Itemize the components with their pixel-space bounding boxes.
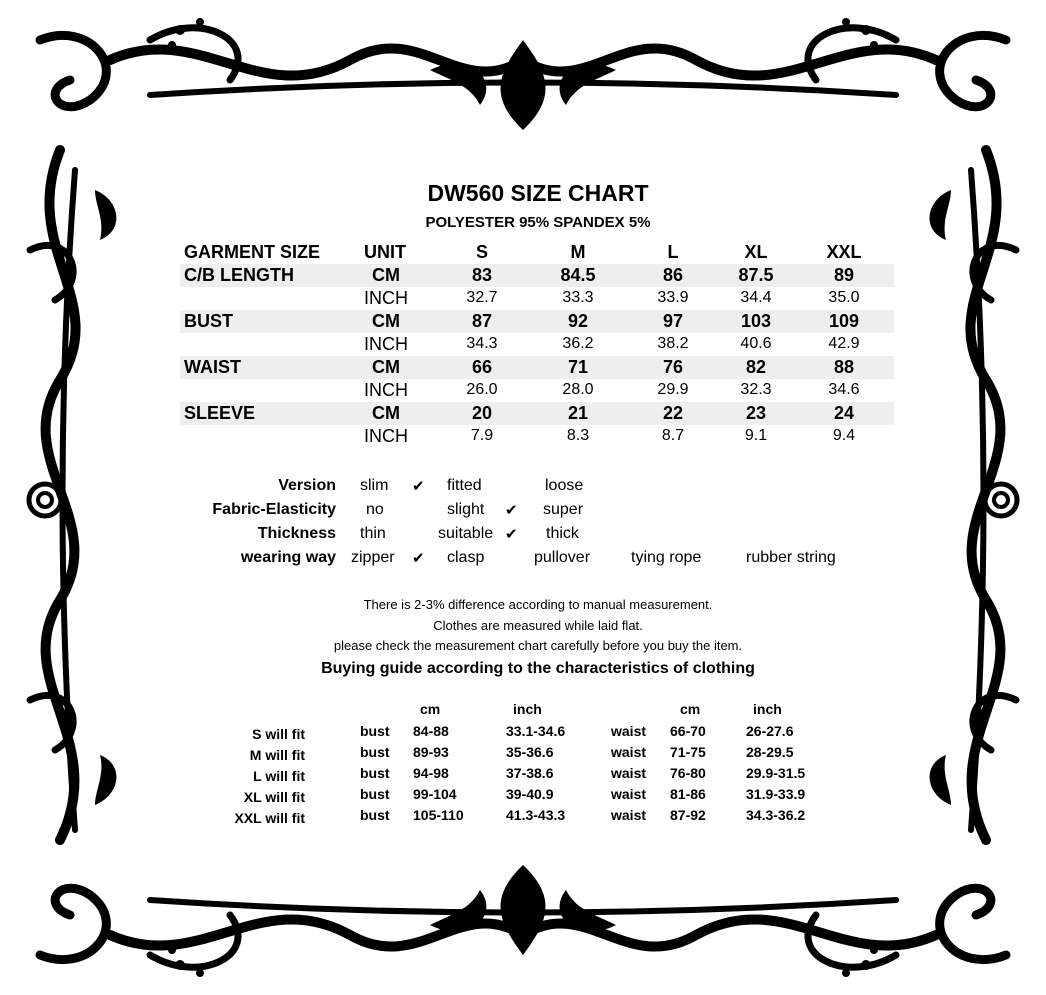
value-cm: 97 xyxy=(662,311,684,331)
value-inch: 7.9 xyxy=(470,427,494,444)
characteristic-option: no xyxy=(366,501,384,518)
value-inch: 36.2 xyxy=(562,335,594,352)
guide-waist-cm: 66-70 xyxy=(670,723,706,739)
check-mark-icon: ✔ xyxy=(505,502,518,519)
characteristic-option: fitted xyxy=(447,477,482,494)
row-label: WAIST xyxy=(184,357,241,377)
row-label: C/B LENGTH xyxy=(184,265,294,285)
characteristic-option: super xyxy=(543,501,584,518)
header-size-5: XL xyxy=(744,242,768,262)
guide-waist-inch: 31.9-33.9 xyxy=(746,786,806,802)
guide-bust-inch: 41.3-43.3 xyxy=(506,807,566,823)
value-inch: 38.2 xyxy=(657,335,689,352)
unit-inch: INCH xyxy=(364,288,408,308)
value-inch: 33.3 xyxy=(562,289,594,306)
characteristic-option: slim xyxy=(360,477,389,494)
value-cm: 92 xyxy=(567,311,589,331)
guide-waist-cm: 76-80 xyxy=(670,765,706,781)
characteristic-option: rubber string xyxy=(746,549,836,566)
guide-waist-label: waist xyxy=(611,807,647,823)
characteristic-option: thin xyxy=(360,525,386,542)
guide-waist-cm: 71-75 xyxy=(670,744,706,760)
guide-waist-inch: 29.9-31.5 xyxy=(746,765,806,781)
guide-size-label: XL will fit xyxy=(243,789,305,805)
row-label: BUST xyxy=(184,311,233,331)
guide-waist-cm: 81-86 xyxy=(670,786,706,802)
value-cm: 87.5 xyxy=(738,265,774,285)
unit-inch: INCH xyxy=(364,334,408,354)
characteristic-option: tying rope xyxy=(631,549,702,566)
header-size-4: L xyxy=(667,242,679,262)
guide-bust-cm: 89-93 xyxy=(413,744,449,760)
characteristic-option: pullover xyxy=(534,549,591,566)
guide-header-inch: inch xyxy=(513,701,542,717)
header-size-2: S xyxy=(475,242,488,262)
value-cm: 103 xyxy=(740,311,772,331)
value-inch: 33.9 xyxy=(657,289,689,306)
unit-cm: CM xyxy=(372,403,400,423)
check-mark-icon: ✔ xyxy=(505,526,518,543)
value-cm: 109 xyxy=(828,311,860,331)
value-inch: 8.3 xyxy=(566,427,590,444)
value-inch: 35.0 xyxy=(828,289,860,306)
value-cm: 20 xyxy=(471,403,493,423)
guide-waist-cm: 87-92 xyxy=(670,807,706,823)
guide-bust-label: bust xyxy=(360,723,390,739)
characteristic-option: loose xyxy=(545,477,584,494)
unit-inch: INCH xyxy=(364,426,408,446)
unit-cm: CM xyxy=(372,311,400,331)
characteristic-option: zipper xyxy=(351,549,395,566)
guide-waist-label: waist xyxy=(611,723,647,739)
chart-title: DW560 SIZE CHART xyxy=(427,180,649,206)
guide-bust-inch: 37-38.6 xyxy=(506,765,554,781)
characteristic-label: Thickness xyxy=(257,525,336,542)
header-size-3: M xyxy=(570,242,586,262)
value-cm: 24 xyxy=(833,403,855,423)
value-cm: 66 xyxy=(471,357,493,377)
characteristic-option: suitable xyxy=(438,525,494,542)
guide-waist-inch: 28-29.5 xyxy=(746,744,794,760)
chart-subtitle: POLYESTER 95% SPANDEX 5% xyxy=(425,214,651,231)
value-inch: 34.6 xyxy=(828,381,860,398)
guide-size-label: M will fit xyxy=(249,747,305,763)
value-cm: 89 xyxy=(833,265,855,285)
guide-header-cm-waist: cm xyxy=(680,701,701,717)
guide-bust-cm: 99-104 xyxy=(413,786,457,802)
value-cm: 84.5 xyxy=(560,265,596,285)
note-check-chart: please check the measurement chart carefully before you buy the item. xyxy=(333,638,743,653)
guide-waist-label: waist xyxy=(611,786,647,802)
value-cm: 87 xyxy=(471,311,493,331)
guide-bust-inch: 33.1-34.6 xyxy=(506,723,566,739)
buying-guide-title: Buying guide according to the characteristics of clothing xyxy=(321,660,755,677)
value-cm: 86 xyxy=(662,265,684,285)
value-cm: 23 xyxy=(745,403,767,423)
value-inch: 8.7 xyxy=(661,427,685,444)
value-cm: 83 xyxy=(471,265,493,285)
unit-cm: CM xyxy=(372,357,400,377)
value-inch: 42.9 xyxy=(828,335,860,352)
characteristic-option: thick xyxy=(546,525,579,542)
guide-waist-inch: 26-27.6 xyxy=(746,723,794,739)
value-inch: 28.0 xyxy=(562,381,594,398)
value-inch: 40.6 xyxy=(740,335,772,352)
value-cm: 76 xyxy=(662,357,684,377)
value-inch: 32.7 xyxy=(466,289,498,306)
guide-bust-inch: 35-36.6 xyxy=(506,744,554,760)
header-unit: UNIT xyxy=(364,242,406,262)
row-label: SLEEVE xyxy=(184,403,256,423)
note-laid-flat: Clothes are measured while laid flat. xyxy=(433,618,643,633)
value-inch: 32.3 xyxy=(740,381,772,398)
value-inch: 26.0 xyxy=(466,381,498,398)
characteristic-label: Version xyxy=(278,477,336,494)
check-mark-icon: ✔ xyxy=(412,550,425,567)
guide-bust-label: bust xyxy=(360,765,390,781)
guide-bust-inch: 39-40.9 xyxy=(506,786,554,802)
header-garment-size: GARMENT SIZE xyxy=(184,242,321,262)
unit-inch: INCH xyxy=(364,380,408,400)
guide-bust-cm: 84-88 xyxy=(413,723,449,739)
value-cm: 82 xyxy=(745,357,767,377)
guide-bust-label: bust xyxy=(360,744,390,760)
header-size-6: XXL xyxy=(826,242,862,262)
guide-header-cm: cm xyxy=(420,701,441,717)
guide-bust-cm: 105-110 xyxy=(413,807,464,823)
value-inch: 9.4 xyxy=(832,427,856,444)
guide-bust-label: bust xyxy=(360,786,390,802)
characteristic-label: wearing way xyxy=(240,549,336,566)
guide-waist-inch: 34.3-36.2 xyxy=(746,807,806,823)
guide-header-inch-waist: inch xyxy=(753,701,782,717)
value-cm: 21 xyxy=(567,403,589,423)
value-cm: 22 xyxy=(662,403,684,423)
guide-bust-label: bust xyxy=(360,807,390,823)
value-inch: 34.3 xyxy=(466,335,498,352)
value-cm: 88 xyxy=(833,357,855,377)
characteristic-label: Fabric-Elasticity xyxy=(212,501,336,518)
unit-cm: CM xyxy=(372,265,400,285)
guide-waist-label: waist xyxy=(611,765,647,781)
value-inch: 29.9 xyxy=(657,381,689,398)
characteristic-option: slight xyxy=(447,501,485,518)
guide-waist-label: waist xyxy=(611,744,647,760)
value-inch: 9.1 xyxy=(744,427,768,444)
check-mark-icon: ✔ xyxy=(412,478,425,495)
note-measurement-difference: There is 2-3% difference according to manual measurement. xyxy=(363,597,713,612)
guide-bust-cm: 94-98 xyxy=(413,765,449,781)
characteristic-option: clasp xyxy=(447,549,485,566)
guide-size-label: XXL will fit xyxy=(234,810,305,826)
guide-size-label: L will fit xyxy=(253,768,305,784)
guide-size-label: S will fit xyxy=(252,726,305,742)
value-inch: 34.4 xyxy=(740,289,772,306)
value-cm: 71 xyxy=(567,357,589,377)
